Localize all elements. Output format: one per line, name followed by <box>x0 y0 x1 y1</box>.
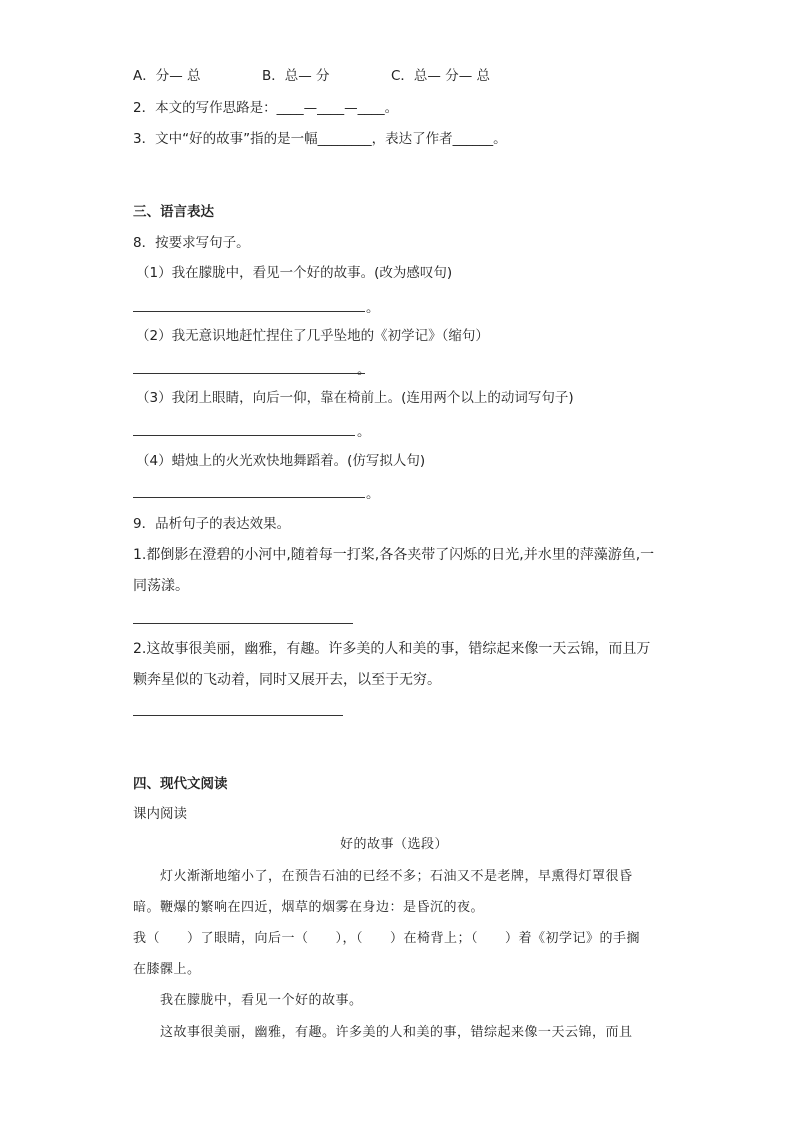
answer-line-6[interactable] <box>133 715 343 716</box>
question-8: 8．按要求写句子。 <box>133 235 250 251</box>
option-b: B．总— 分 <box>262 68 330 84</box>
answer-line-5[interactable] <box>133 623 353 624</box>
answer-line-2[interactable] <box>133 373 365 374</box>
question-9: 9．品析句子的表达效果。 <box>133 516 291 532</box>
answer-period-1: 。 <box>366 300 380 316</box>
passage-p2-line-2: 在膝髁上。 <box>133 962 201 977</box>
option-a: A．分— 总 <box>133 68 201 84</box>
q8-item-4: （4）蜡烛上的火光欢快地舞蹈着。(仿写拟人句) <box>136 453 426 469</box>
q8-item-2: （2）我无意识地赶忙捏住了几乎坠地的《初学记》（缩句） <box>136 328 489 344</box>
sentence-2-line-1: 2.这故事很美丽，幽雅，有趣。许多美的人和美的事，错综起来像一天云锦，而且万 <box>133 641 651 657</box>
question-2: 2．本文的写作思路是：____—____—____。 <box>133 100 399 116</box>
passage-p1-line-1: 灯火渐渐地缩小了，在预告石油的已经不多；石油又不是老牌，早熏得灯罩很昏 <box>160 869 633 884</box>
passage-p3: 我在朦胧中，看见一个好的故事。 <box>160 993 363 1008</box>
section-4-title: 四、现代文阅读 <box>133 776 228 792</box>
passage-p4: 这故事很美丽，幽雅，有趣。许多美的人和美的事，错综起来像一天云锦，而且 <box>160 1025 633 1040</box>
answer-period-2: 。 <box>357 362 371 378</box>
passage-title: 好的故事（选段） <box>340 837 449 852</box>
sentence-1-line-1: 1.都倒影在澄碧的小河中,随着每一打桨,各各夹带了闪烁的日光,并水里的萍藻游鱼,一 <box>133 547 655 563</box>
section-3-title: 三、语言表达 <box>133 204 214 220</box>
q8-item-1: （1）我在朦胧中，看见一个好的故事。(改为感叹句) <box>136 265 453 281</box>
passage-p1-line-2: 暗。鞭爆的繁响在四近，烟草的烟雾在身边：是昏沉的夜。 <box>133 900 485 915</box>
passage-p2-line-1: 我（ ）了眼睛，向后一（ ），（ ）在椅背上；（ ）着《初学记》的手搁 <box>133 931 641 946</box>
answer-line-1[interactable] <box>133 311 365 312</box>
answer-period-3: 。 <box>357 424 371 440</box>
section-4-subtitle: 课内阅读 <box>133 806 187 822</box>
sentence-1-line-2: 同荡漾。 <box>133 578 189 594</box>
option-c: C．总— 分— 总 <box>391 68 491 84</box>
answer-period-4: 。 <box>366 486 380 502</box>
q8-item-3: （3）我闭上眼睛，向后一仰，靠在椅前上。(连用两个以上的动词写句子) <box>136 390 574 406</box>
answer-line-3[interactable] <box>133 435 355 436</box>
sentence-2-line-2: 颗奔星似的飞动着，同时又展开去，以至于无穷。 <box>133 672 441 688</box>
question-3: 3．文中“好的故事”指的是一幅________，表达了作者______。 <box>133 131 507 147</box>
answer-line-4[interactable] <box>133 497 365 498</box>
